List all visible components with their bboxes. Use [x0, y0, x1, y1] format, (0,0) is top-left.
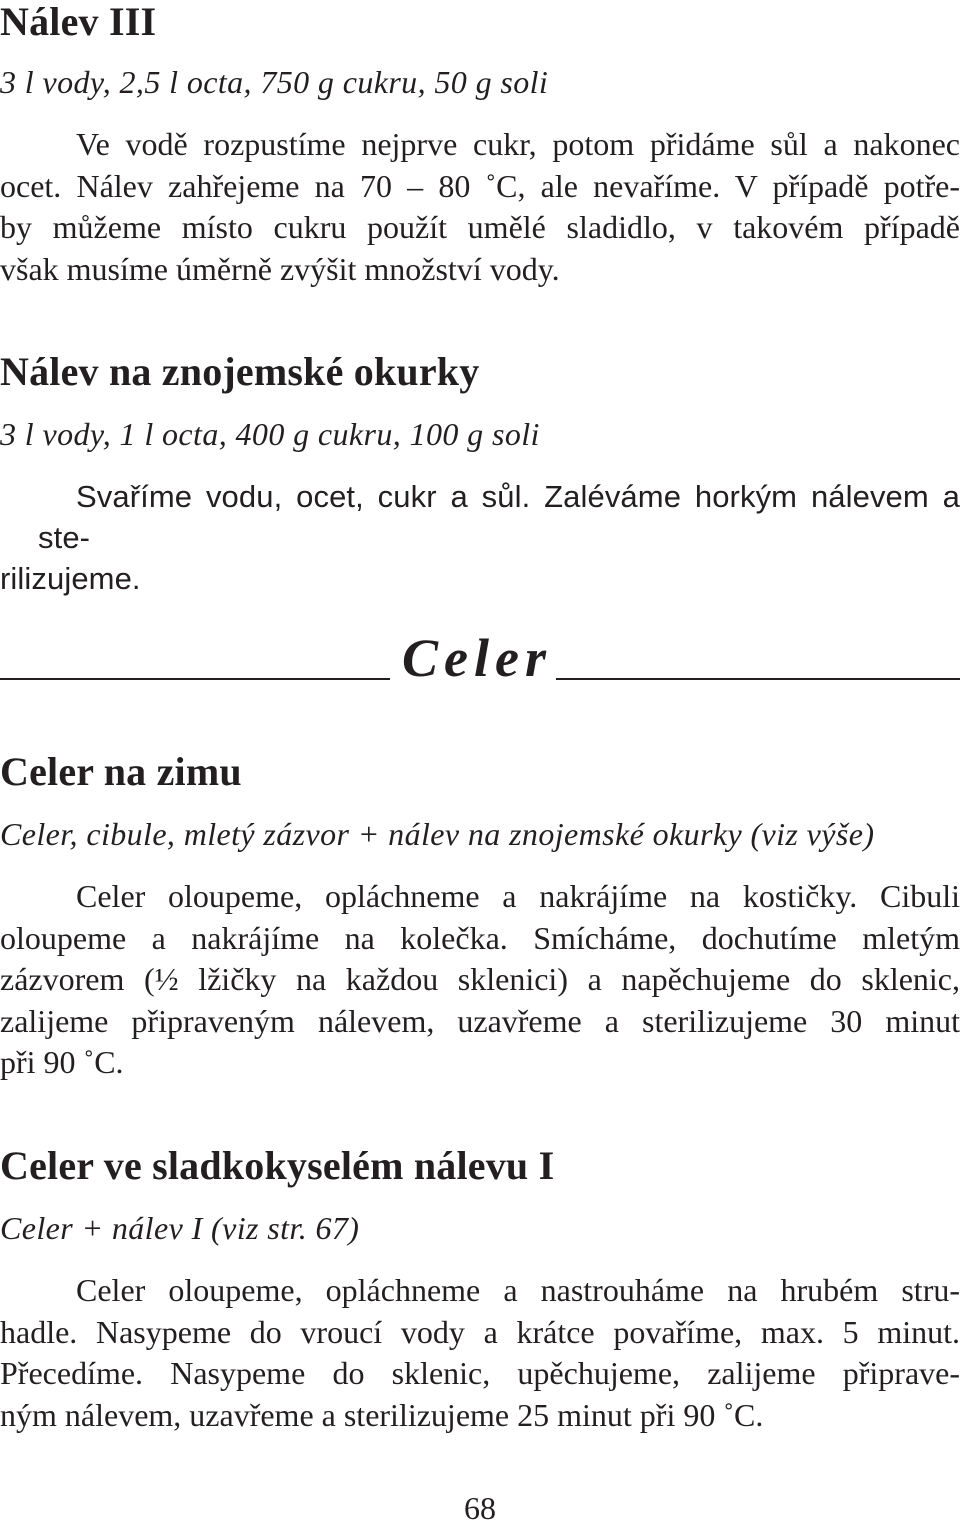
- paragraph-line: Přecedíme. Nasypeme do sklenic, upěchujeme, zalijeme připrave-: [0, 1355, 960, 1391]
- paragraph-line: Celer oloupeme, opláchneme a nakrájíme na kostičky. Cibuli: [76, 878, 960, 914]
- recipe-paragraph: [0, 876, 960, 1084]
- section-ingredients: [0, 64, 960, 100]
- section-heading: Nálev na znojemské okurky: [0, 349, 480, 394]
- chapter-title: Celer: [402, 628, 552, 688]
- recipe-ingredients: [0, 816, 960, 852]
- recipe-paragraph: [0, 1270, 960, 1436]
- section-paragraph: [0, 476, 960, 599]
- paragraph-line: oloupeme a nakrájíme na kolečka. Smícháme, dochutíme mletým: [0, 919, 960, 956]
- paragraph-line: ocet. Nálev zahřejeme na 70 – 80 ˚C, ale nevaříme. V případě potře-: [0, 167, 960, 204]
- paragraph-line: hadle. Nasypeme do vroucí vody a krátce povaříme, max. 5 minut.: [0, 1313, 960, 1350]
- section-nalev-iii: [0, 0, 960, 44]
- section-ingredients: [0, 416, 960, 452]
- paragraph-line: ným nálevem, uzavřeme a sterilizujeme 25 minut při 90 ˚C.: [0, 1396, 764, 1433]
- paragraph-line: Ve vodě rozpustíme nejprve cukr, potom přidáme sůl a nakonec: [76, 126, 960, 162]
- page-number: 68: [464, 1490, 496, 1526]
- chapter-divider: [0, 628, 960, 688]
- recipe-ingredients: [0, 1210, 960, 1246]
- divider-rule-right: [556, 678, 960, 680]
- section-heading: Nálev III: [0, 0, 157, 44]
- recipe-celer-sladkokysely: [0, 1144, 960, 1188]
- recipe-heading: Celer ve sladkokyselém nálevu I: [0, 1143, 555, 1188]
- paragraph-line: však musíme úměrně zvýšit množství vody.: [0, 250, 560, 287]
- recipe-celer-na-zimu: [0, 750, 960, 794]
- divider-rule-left: [0, 678, 390, 680]
- section-nalev-znojemske: [0, 350, 960, 394]
- paragraph-line: při 90 ˚C.: [0, 1044, 124, 1080]
- ingredients-line: Celer, cibule, mletý zázvor + nálev na znojemské okurky (viz výše): [0, 816, 875, 852]
- paragraph-line: rilizujeme.: [0, 561, 141, 596]
- recipe-heading: Celer na zimu: [0, 749, 242, 794]
- ingredients-line: 3 l vody, 2,5 l octa, 750 g cukru, 50 g soli: [0, 64, 549, 100]
- paragraph-line: Celer oloupeme, opláchneme a nastrouháme na hrubém stru-: [76, 1272, 960, 1308]
- paragraph-line: by můžeme místo cukru použít umělé sladidlo, v takovém případě: [0, 209, 960, 245]
- paragraph-line: zázvorem (½ lžičky na každou sklenici) a napěchujeme do sklenic,: [0, 961, 960, 997]
- ingredients-line: Celer + nálev I (viz str. 67): [0, 1210, 360, 1246]
- paragraph-line: zalijeme připraveným nálevem, uzavřeme a sterilizujeme 30 minut: [0, 1002, 960, 1039]
- ingredients-line: 3 l vody, 1 l octa, 400 g cukru, 100 g soli: [0, 416, 540, 452]
- section-paragraph: [0, 124, 960, 290]
- paragraph-line: Svaříme vodu, ocet, cukr a sůl. Zaléváme horkým nálevem a ste-: [38, 479, 960, 555]
